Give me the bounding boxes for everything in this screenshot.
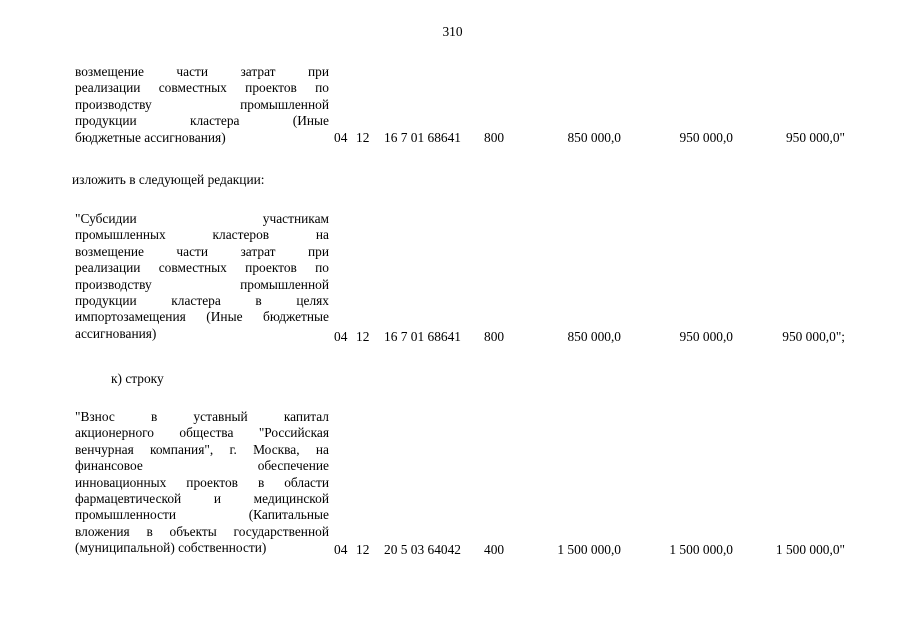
description-line: продукции кластера (Иные bbox=[75, 113, 329, 129]
expense-type-code: 800 bbox=[484, 130, 505, 145]
row-description bbox=[75, 64, 329, 146]
description-line: фармацевтической и медицинской bbox=[75, 491, 329, 507]
description-line: промышленных кластеров на bbox=[75, 227, 329, 243]
description-line: финансовое обеспечение bbox=[75, 458, 329, 474]
description-line: ассигнования) bbox=[75, 325, 157, 341]
amount-year-3: 950 000,0" bbox=[785, 130, 845, 145]
row-description bbox=[75, 211, 329, 342]
description-line: бюджетные ассигнования) bbox=[75, 129, 226, 145]
description-line: импортозамещения (Иные бюджетные bbox=[75, 309, 329, 325]
expense-type-code: 800 bbox=[484, 329, 505, 344]
amount-year-1: 1 500 000,0 bbox=[557, 542, 621, 557]
amount-year-3: 950 000,0"; bbox=[782, 329, 845, 344]
item-k-text: к) строку bbox=[111, 371, 164, 386]
expense-type-code: 400 bbox=[484, 542, 505, 557]
amount-year-1: 850 000,0 bbox=[567, 130, 621, 145]
description-line: производству промышленной bbox=[75, 96, 329, 112]
subsection-code: 12 bbox=[356, 130, 370, 145]
section-code: 04 bbox=[334, 130, 348, 145]
section-code: 04 bbox=[334, 329, 348, 344]
description-line: "Субсидии участникам bbox=[75, 211, 329, 226]
description-line: "Взнос в уставный капитал bbox=[75, 409, 329, 424]
subsection-code: 12 bbox=[356, 542, 370, 557]
replace-intro-text: изложить в следующей редакции: bbox=[72, 172, 265, 187]
target-article-code: 16 7 01 68641 bbox=[384, 130, 461, 145]
description-line: реализации совместных проектов по bbox=[75, 260, 329, 276]
description-line: вложения в объекты государственной bbox=[75, 523, 329, 539]
description-line: (муниципальной) собственности) bbox=[75, 540, 267, 556]
description-line: продукции кластера в целях bbox=[75, 293, 329, 309]
section-code: 04 bbox=[334, 542, 348, 557]
amount-year-2: 950 000,0 bbox=[679, 329, 733, 344]
amount-year-1: 850 000,0 bbox=[567, 329, 621, 344]
amount-year-2: 950 000,0 bbox=[679, 130, 733, 145]
subsection-code: 12 bbox=[356, 329, 370, 344]
description-line: промышленности (Капитальные bbox=[75, 507, 329, 523]
description-line: возмещение части затрат при bbox=[75, 243, 329, 259]
description-line: возмещение части затрат при bbox=[75, 64, 329, 79]
description-line: производству промышленной bbox=[75, 276, 329, 292]
amount-year-3: 1 500 000,0" bbox=[775, 542, 845, 557]
description-line: венчурная компания", г. Москва, на bbox=[75, 441, 329, 457]
amount-year-2: 1 500 000,0 bbox=[669, 542, 733, 557]
description-line: акционерного общества "Российская bbox=[75, 425, 329, 441]
target-article-code: 20 5 03 64042 bbox=[384, 542, 461, 557]
row-description bbox=[75, 409, 329, 557]
page-number: 310 bbox=[442, 24, 463, 39]
description-line: реализации совместных проектов по bbox=[75, 80, 329, 96]
target-article-code: 16 7 01 68641 bbox=[384, 329, 461, 344]
description-line: инновационных проектов в области bbox=[75, 474, 329, 490]
